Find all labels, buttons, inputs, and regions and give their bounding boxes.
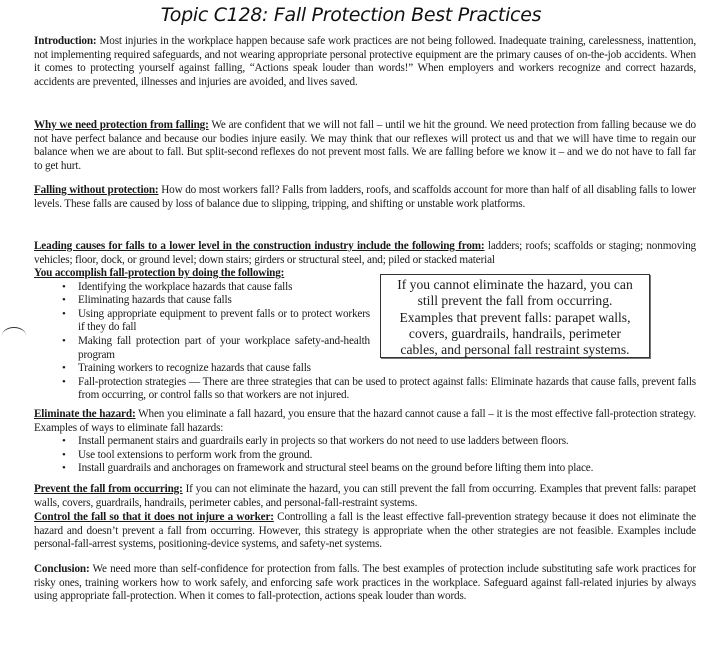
bullet-icon: • [62, 462, 66, 475]
falling-without-paragraph [34, 184, 696, 211]
bullet-icon: • [62, 448, 66, 461]
why-protection-paragraph [34, 119, 696, 173]
prevent-heading: Prevent the fall from occurring: [34, 483, 183, 495]
eliminate-text: When you eliminate a fall hazard, you ensure that the hazard cannot cause a fall – it is the most effective fall-protection strategy. Examples of ways to eliminate fall hazards: [34, 408, 696, 434]
bullet-icon: • [62, 280, 66, 293]
bullet-icon: • [62, 307, 66, 320]
list-item: • Training workers to recognize hazards that cause falls [62, 362, 311, 375]
callout-line: Examples that prevent falls: parapet walls, [399, 309, 631, 325]
list-item: • Install guardrails and anchorages on framework and structural steel beams on the ground before lifting them into place. [62, 462, 594, 475]
list-item: • Identifying the workplace hazards that cause falls [62, 280, 293, 293]
falling-without-text: How do most workers fall? Falls from ladders, roofs, and scaffolds account for more than half of all disabling falls to lower levels. These falls are caused by loss of balance due to slipping, tripping, and shifting or unstable work platforms. [34, 184, 696, 210]
leading-causes-heading: Leading causes for falls to a lower level in the construction industry include the following from: [34, 240, 485, 252]
eliminate-list [34, 435, 696, 476]
why-protection-text: We are confident that we will not fall – until we hit the ground. We need protection from falling because we do not have perfect balance and because our bodies injure easily. We may think that our reflexes will protect us and that we will have time to regain our balance when we are about to fall. But split-second reflexes do not prevent most falls. We are falling before we know it – and we do not have to fall far to get hurt. [34, 119, 696, 172]
conclusion-heading: Conclusion: [34, 563, 90, 575]
bullet-icon: • [62, 435, 66, 448]
callout-box [380, 274, 650, 358]
list-item: • Use tool extensions to perform work from the ground. [62, 448, 313, 461]
list-item: • Fall-protection strategies — There are three strategies that can be used to protect against falls: Eliminate hazards that cause falls, prevent falls from occurring, or control falls so that workers are not injured. [62, 375, 696, 402]
callout-line: covers, guardrails, handrails, perimeter [408, 325, 622, 341]
conclusion-paragraph [34, 563, 696, 604]
falling-without-heading: Falling without protection: [34, 184, 159, 196]
scan-mark-curve [2, 327, 26, 344]
callout-line: cables, and personal fall restraint systems. [400, 342, 630, 358]
accomplish-heading: You accomplish fall-protection by doing the following: [34, 267, 285, 279]
introduction-heading: Introduction: [34, 35, 97, 47]
control-text: Controlling a fall is the least effective fall-prevention strategy because it does not eliminate the hazard and doesn’t prevent a fall from occurring. However, this strategy is appropriate when the other strategies are not feasible. Examples include personal-fall-arrest systems, positioning-device systems, and safety-net systems. [34, 511, 696, 551]
callout-line: If you cannot eliminate the hazard, you can [397, 277, 633, 292]
list-item: • Eliminating hazards that cause falls [62, 294, 232, 307]
introduction-text: Most injuries in the workplace happen because safe work practices are not being followed. Inadequate training, carelessness, inattention, not implementing required safeguards, and not wearing appropriate personal protective equipment are the primary causes of on-the-job accidents. When it comes to protecting yourself against falling, “Actions speak louder than words!” When employers and workers recognize and correct hazards, accidents are prevented, illnesses and injuries are avoided, and lives saved. [34, 35, 696, 88]
eliminate-section [34, 408, 696, 476]
list-item: • Install permanent stairs and guardrails early in projects so that workers do not need to use ladders between floors. [62, 435, 569, 448]
bullet-icon: • [62, 294, 66, 307]
callout-line: still prevent the fall from occurring. [417, 293, 613, 309]
prevent-paragraph [34, 483, 696, 510]
prevent-text: If you can not eliminate the hazard, you can still prevent the fall from occurring. Examples that prevent falls: parapet walls, covers, guardrails, handrails, perimeter cables, and personal-fall-restraint systems. [34, 483, 696, 509]
control-paragraph [34, 511, 696, 552]
bullet-icon: • [62, 362, 66, 375]
why-protection-heading: Why we need protection from falling: [34, 119, 209, 131]
list-item: • Using appropriate equipment to prevent falls or to protect workers if they do fall [62, 307, 370, 334]
control-heading: Control the fall so that it does not injure a worker: [34, 511, 274, 523]
document-title: Topic C128: Fall Protection Best Practices [160, 4, 542, 26]
list-item: • Making fall protection part of your workplace safety-and-health program [62, 334, 370, 361]
leading-causes-text: ladders; roofs; scaffolds or staging; nonmoving vehicles; floor, dock, or ground level; down stairs; girders or structural steel, and; piled or stacked material [34, 240, 696, 266]
bullet-icon: • [62, 334, 66, 347]
conclusion-text: We need more than self-confidence for protection from falls. The best examples of protection include substituting safe work practices for risky ones, training workers how to work safely, and enforcing safe work practices in the workplace. Safeguard against fall-related injuries by always using appropriate fall-protection. When it comes to fall-protection, actions speak louder than words. [34, 563, 696, 603]
bullet-icon: • [62, 375, 66, 388]
introduction-paragraph [34, 35, 696, 89]
leading-causes-paragraph [34, 240, 696, 267]
eliminate-heading: Eliminate the hazard: [34, 408, 136, 420]
